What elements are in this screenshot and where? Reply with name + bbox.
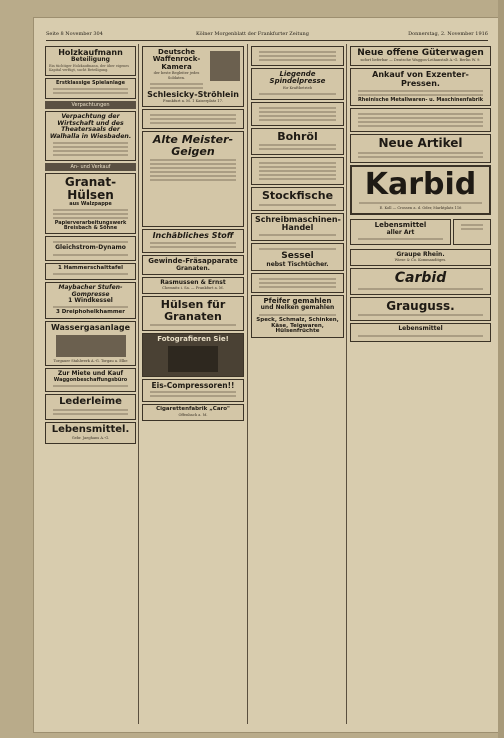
text-line <box>259 144 336 146</box>
page-header <box>46 30 488 41</box>
section-heading: Verpachtungen <box>45 101 136 109</box>
text-line <box>259 286 336 288</box>
ad-title: Wassergasanlage <box>50 323 131 333</box>
advertisement <box>350 108 491 132</box>
text-line <box>150 175 236 177</box>
ad-title: Karbid <box>364 166 477 202</box>
ad-title: Cigarettenfabrik „Caro" <box>156 406 230 413</box>
text-line <box>53 254 128 256</box>
ad-title: Inchäbliches Stoff <box>152 230 234 240</box>
text-line <box>358 94 483 96</box>
text-line <box>358 121 483 123</box>
ad-title: 3 Dreiphohelkhammer <box>56 309 125 316</box>
ad-title: Carbid <box>394 270 447 287</box>
text-line <box>150 171 236 173</box>
advertisement <box>142 277 244 294</box>
ad-title: Pfeifer gemahlen <box>263 297 332 306</box>
ad-title: Eis-Compressoren!! <box>151 380 235 390</box>
text-line <box>53 146 128 148</box>
ad-subtitle: Frankfurt a. M. 1 Kaiserplatz 17. <box>162 99 224 104</box>
text-line <box>358 117 483 119</box>
advertisement <box>142 229 244 253</box>
ad-title: Lederleime <box>59 395 122 407</box>
text-line <box>259 119 336 121</box>
advertisement <box>45 321 136 366</box>
advertisement <box>350 323 491 341</box>
advertisement <box>251 46 344 66</box>
text-line <box>259 115 336 117</box>
advertisement <box>142 333 244 376</box>
text-line <box>259 51 336 53</box>
ad-title: Lebensmittel. <box>51 424 130 436</box>
ad-title: Papierverarbeitungswerk Breisbach & Söhne <box>54 219 127 232</box>
advertisement <box>45 368 136 392</box>
advertisement <box>350 268 491 295</box>
ad-title: Erstklassige Spielanlage <box>55 80 126 87</box>
ad-subtitle: und Nelken gemahlen <box>260 304 335 312</box>
text-line <box>259 178 336 180</box>
advertisement <box>350 249 491 266</box>
advertisement <box>45 236 136 260</box>
text-line <box>358 288 483 290</box>
ad-title: Speck, Schmalz, Schinken, Käse, Teigwaren, Hülsenfrüchte <box>256 316 339 335</box>
text-line <box>150 87 203 89</box>
text-line <box>150 324 236 326</box>
text-line <box>259 234 336 236</box>
header-center: Kölner Morgenblatt der Frankfurter Zeitung <box>196 31 309 37</box>
text-line <box>358 113 483 115</box>
text-line <box>259 166 336 168</box>
text-line <box>259 59 336 61</box>
ad-title: Gleichstrom-Dynamo <box>55 244 126 252</box>
text-line <box>150 114 236 116</box>
advertisement <box>142 379 244 403</box>
ad-title: Rheinische Metallwaren- u. Maschinenfabrik <box>357 97 484 104</box>
ad-subtitle: nebst Tischtücher. <box>266 260 329 268</box>
advertisement <box>142 131 244 227</box>
text-line <box>53 385 128 387</box>
ad-title: Schlesicky-Ströhlein <box>147 89 239 99</box>
text-line <box>150 122 236 124</box>
advertisement <box>251 243 344 271</box>
advertisement <box>350 297 491 322</box>
text-line <box>53 306 128 308</box>
text-line <box>259 107 336 109</box>
text-line <box>358 125 483 127</box>
advertisement <box>251 157 344 185</box>
newspaper-page <box>34 18 498 732</box>
header-left: Seite 8 November 304 <box>46 31 103 37</box>
column-3 <box>250 44 345 724</box>
ad-subtitle: sofort lieferbar — Deutsche Waggon-Leihanstalt A.-G. Berlin W. 9. <box>360 58 481 63</box>
advertisement <box>45 111 136 161</box>
text-line <box>259 148 336 150</box>
text-line <box>358 238 443 240</box>
text-line <box>358 335 483 337</box>
text-line <box>259 248 336 250</box>
text-line <box>358 314 483 316</box>
ad-title: Stockfische <box>261 189 334 203</box>
ad-title: Grauguss. <box>386 298 455 313</box>
ad-title: Liegende Spindelpresse <box>269 70 326 86</box>
text-line <box>359 202 482 204</box>
advertisement <box>45 282 136 319</box>
text-line <box>53 217 128 219</box>
ad-title: Deutsche Waffenrock-Kamera <box>152 48 201 71</box>
ad-illustration <box>168 346 218 372</box>
advertisement <box>251 128 344 156</box>
ad-illustration <box>56 335 126 357</box>
ad-subtitle: aller Art <box>386 228 415 236</box>
ad-title: Neue offene Güterwagen <box>357 48 484 58</box>
ad-subtitle: E. Koll — Crossen a. d. Oder, Marktplatz 116 <box>379 206 462 211</box>
advertisement <box>142 46 244 107</box>
text-line <box>150 391 236 393</box>
text-line <box>461 228 483 230</box>
advertisement <box>142 255 244 275</box>
ad-subtitle: Wiese & Co. Kommanditges. <box>394 258 447 263</box>
advertisement <box>251 68 344 100</box>
ad-subtitle: Offenbach a. M. <box>178 413 208 418</box>
text-line <box>358 156 483 158</box>
ad-title: Maybacher Stufen-Gompresse <box>58 284 123 298</box>
text-line <box>53 150 128 152</box>
text-line <box>259 278 336 280</box>
advertisement <box>251 187 344 211</box>
advertisement <box>453 219 491 245</box>
ad-title: Gewinde-Fräsapparate <box>148 257 238 266</box>
ad-title: Sessel <box>281 251 314 262</box>
text-line <box>259 55 336 57</box>
text-line <box>150 159 236 161</box>
ad-title: Graupe Rhein. <box>396 250 445 258</box>
ad-subtitle: Torgauer Stahlwerk A.-G. Torgau a. Elbe <box>53 358 128 363</box>
text-line <box>53 142 128 144</box>
text-line <box>358 152 483 154</box>
ad-title: Lebensmittel <box>398 325 443 333</box>
advertisement <box>45 394 136 421</box>
advertisement <box>251 295 344 338</box>
advertisement <box>251 102 344 126</box>
text-line <box>259 204 336 206</box>
advertisement <box>45 173 136 234</box>
text-line <box>150 246 236 248</box>
advertisement <box>45 263 136 281</box>
advertisement <box>350 46 491 66</box>
ad-title: Holzkaufmann <box>58 48 123 57</box>
text-line <box>53 88 128 90</box>
ad-title: Verpachtung der Wirtschaft und des Theatersaals der Walhalla in Wiesbaden. <box>49 113 132 140</box>
text-line <box>150 83 203 85</box>
ad-subtitle: aus Walzpappe <box>69 200 112 207</box>
binding-edge <box>498 0 504 738</box>
advertisement <box>45 78 136 99</box>
ad-title: Granat-Hülsen <box>64 175 117 203</box>
advertisement <box>350 134 491 163</box>
column-1 <box>44 44 137 724</box>
text-line <box>259 93 336 95</box>
advertisement <box>142 109 244 129</box>
ad-title: Hülsen für Granaten <box>160 298 226 323</box>
ad-title: Bohröl <box>277 129 318 143</box>
ad-subtitle: für Kraftbetrieb <box>283 85 312 90</box>
text-line <box>53 409 128 411</box>
text-line <box>150 395 236 397</box>
column-2 <box>141 44 245 724</box>
text-line <box>150 163 236 165</box>
text-line <box>53 273 128 275</box>
advertisement <box>45 422 136 443</box>
ad-title: Zur Miete und Kauf <box>57 370 124 378</box>
text-line <box>150 179 236 181</box>
ad-title: Schreibmaschinen-Handel <box>255 214 341 233</box>
ad-illustration <box>210 51 240 81</box>
advertisement <box>142 404 244 421</box>
ad-subtitle: Chemnitz i. Sa. — Frankfurt a. M. <box>162 286 224 291</box>
text-line <box>53 92 128 94</box>
text-line <box>259 282 336 284</box>
ad-title: 1 Windkessel <box>68 297 113 305</box>
header-right: Donnerstag, 2. November 1916 <box>408 31 488 37</box>
text-line <box>461 224 483 226</box>
ad-title: Rasmussen & Ernst <box>160 278 226 286</box>
advertisement <box>142 296 244 331</box>
text-line <box>259 170 336 172</box>
text-line <box>53 213 128 215</box>
ad-title: Ankauf von Exzenter-Pressen. <box>372 70 469 88</box>
advertisement <box>350 219 451 245</box>
text-line <box>53 241 128 243</box>
ad-title: Fotografieren Sie! <box>157 335 229 344</box>
advertisement: Holzkaufmann Beteiligung Ein tüchtiger Holzkaufmann, der über eigenes Kapital verfügt, sucht Beteiligung. <box>45 46 136 76</box>
ad-title: Neue Artikel <box>378 136 463 151</box>
advertisement <box>251 273 344 293</box>
text-line <box>358 90 483 92</box>
text-line <box>259 314 336 316</box>
text-line <box>259 174 336 176</box>
ad-title: Lebensmittel <box>374 221 427 230</box>
text-line <box>53 413 128 415</box>
advertisement <box>350 68 491 106</box>
ad-title: 1 Hammerschalttafel <box>58 264 123 271</box>
text-line <box>150 167 236 169</box>
ad-subtitle: Beteiligung <box>71 56 110 64</box>
text-line <box>259 162 336 164</box>
advertisement <box>251 213 344 242</box>
text-line <box>259 111 336 113</box>
ad-title: Alte Meister-Geigen <box>152 132 234 158</box>
advertisement <box>350 165 491 215</box>
column-4 <box>349 44 492 724</box>
ad-subtitle: der beste Begleiter jedes Soldaten. <box>153 71 200 80</box>
text-line <box>53 154 128 156</box>
text-line <box>150 242 236 244</box>
text-line <box>53 209 128 211</box>
ad-subtitle: Waggonbeschaffungsbüro <box>53 376 128 383</box>
text-line <box>150 118 236 120</box>
section-heading: An- und Verkauf <box>45 163 136 171</box>
ad-subtitle: Gebr. Jaeghans A.-G. <box>71 435 110 440</box>
ad-subtitle: Granaten. <box>176 264 210 272</box>
